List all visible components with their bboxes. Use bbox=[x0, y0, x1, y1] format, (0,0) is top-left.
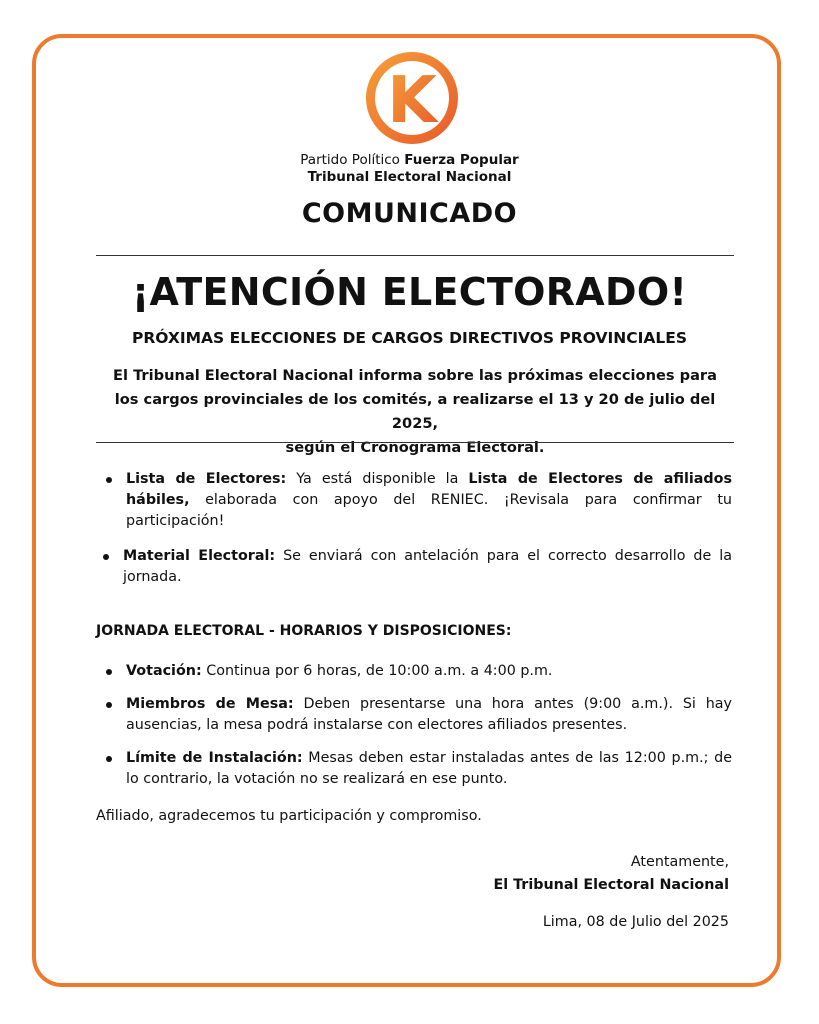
page-title: COMUNICADO bbox=[301, 198, 518, 229]
bullet-icon bbox=[106, 702, 112, 708]
tribunal-name: Tribunal Electoral Nacional bbox=[307, 169, 512, 185]
bullet-icon bbox=[106, 756, 112, 762]
bullet-icon bbox=[106, 669, 112, 675]
party-name bbox=[0, 152, 819, 169]
logo-letter: K bbox=[387, 64, 437, 138]
list-item bbox=[103, 546, 732, 588]
bullet-icon bbox=[103, 554, 109, 560]
item-text: Ya está disponible la bbox=[286, 471, 469, 487]
schedule-list bbox=[106, 661, 732, 790]
item-text: Continua por 6 horas, de 10:00 a.m. a 4:00 p.m. bbox=[201, 663, 553, 679]
party-prefix: Partido Político bbox=[300, 152, 400, 168]
item-text-cont: elaborada con apoyo del RENIEC. ¡Revisala para confirmar tu participación! bbox=[126, 492, 732, 529]
intro-line-1: El Tribunal Electoral Nacional informa sobre las próximas elecciones para bbox=[113, 367, 717, 384]
place-date: Lima, 08 de Julio del 2025 bbox=[542, 914, 729, 930]
item-label: Miembros de Mesa: bbox=[126, 696, 294, 712]
subheadline: PRÓXIMAS ELECCIONES DE CARGOS DIRECTIVOS PROVINCIALES bbox=[132, 329, 687, 347]
divider-top bbox=[96, 255, 734, 256]
intro-line-3: según el Cronograma Electoral. bbox=[285, 439, 545, 456]
closing-text: Afiliado, agradecemos tu participación y compromiso. bbox=[96, 808, 482, 824]
item-text: Deben presentarse una hora antes (9:00 a.m.). Si hay ausencias, la mesa podrá instalarse con electores afiliados presentes. bbox=[126, 696, 732, 733]
item-text: Se enviará con antelación para el correcto desarrollo de la jornada. bbox=[123, 548, 732, 585]
intro-line-2: los cargos provinciales de los comités, a realizarse el 13 y 20 de julio del 2025, bbox=[114, 391, 716, 432]
salutation: Atentamente, bbox=[630, 854, 729, 870]
signer: El Tribunal Electoral Nacional bbox=[493, 877, 729, 893]
item-label: Límite de Instalación: bbox=[126, 750, 303, 766]
list-item bbox=[106, 469, 732, 532]
info-list bbox=[106, 469, 732, 588]
list-item bbox=[106, 661, 732, 682]
item-bold-text: Lista de Electores de afiliados hábiles, bbox=[126, 471, 732, 508]
item-text: Mesas deben estar instaladas antes de las 12:00 p.m.; de lo contrario, la votación no se realizará en ese punto. bbox=[126, 750, 733, 787]
intro-paragraph bbox=[96, 364, 734, 460]
item-label: Material Electoral: bbox=[123, 548, 276, 564]
bullet-icon bbox=[106, 477, 112, 483]
item-label: Votación: bbox=[126, 663, 202, 679]
headline: ¡ATENCIÓN ELECTORADO! bbox=[131, 270, 688, 314]
section-title: JORNADA ELECTORAL - HORARIOS Y DISPOSICIONES: bbox=[96, 623, 512, 639]
fuerza-popular-k-logo-icon bbox=[366, 52, 458, 144]
list-item bbox=[106, 748, 732, 790]
divider-bottom bbox=[96, 442, 734, 443]
item-label: Lista de Electores: bbox=[126, 471, 287, 487]
party-name-bold: Fuerza Popular bbox=[404, 152, 519, 168]
list-item bbox=[106, 694, 732, 736]
